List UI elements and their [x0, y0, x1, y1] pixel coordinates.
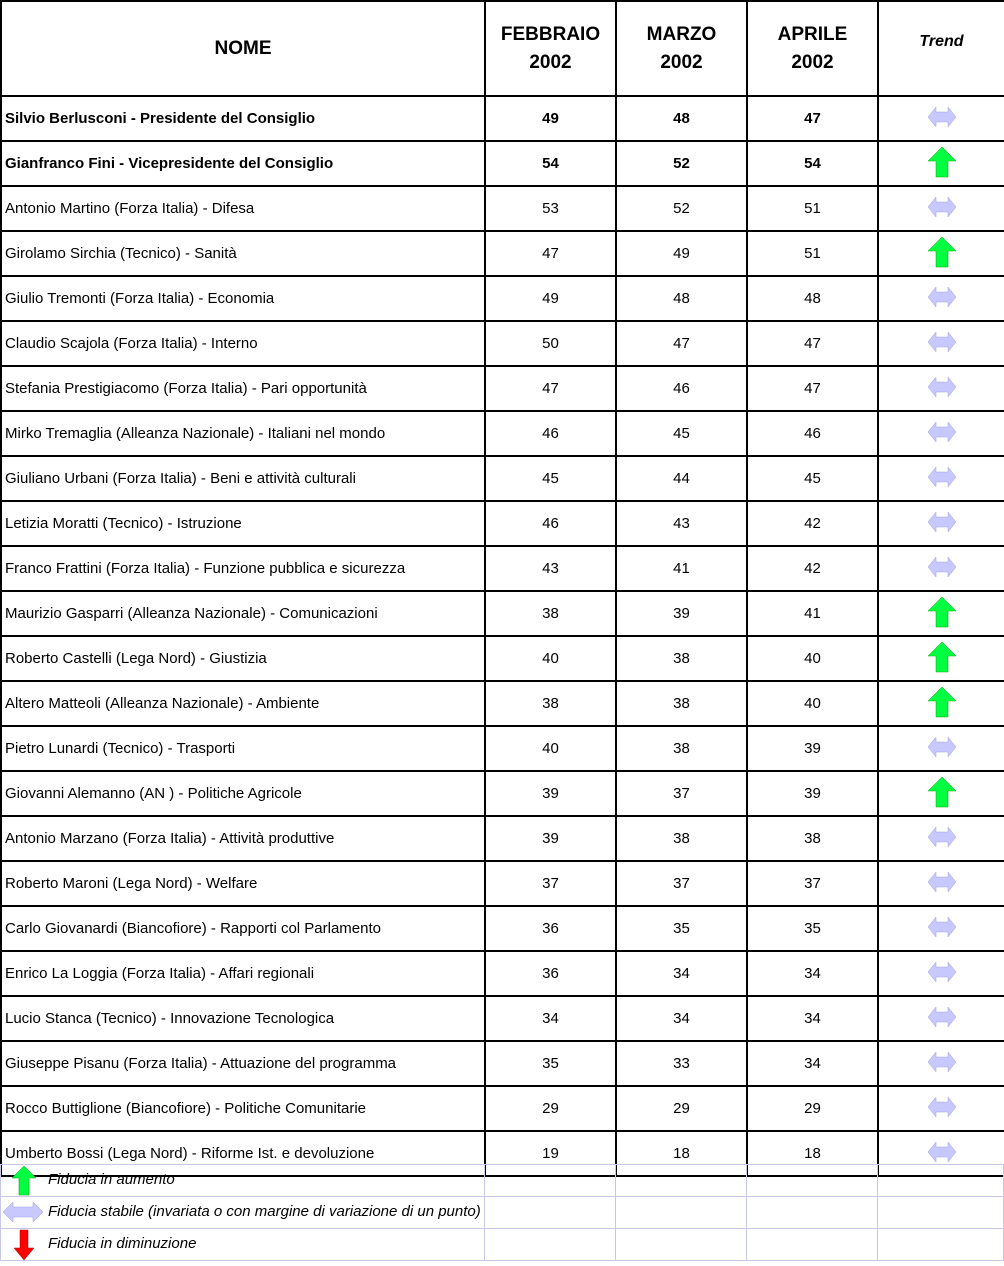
- mar-value-cell: 45: [616, 411, 747, 456]
- apr-value-cell: 34: [747, 1041, 878, 1086]
- table-row: [1, 1041, 1004, 1086]
- minister-name-cell: Giovanni Alemanno (AN ) - Politiche Agricole: [1, 771, 485, 816]
- trend-cell: [878, 501, 1004, 546]
- feb-value-cell: 29: [485, 1086, 616, 1131]
- apr-value-cell: 34: [747, 951, 878, 996]
- header-apr-year: 2002: [791, 51, 834, 73]
- apr-value-cell: 48: [747, 276, 878, 321]
- feb-value-cell: 38: [485, 591, 616, 636]
- apr-value-cell: 40: [747, 636, 878, 681]
- header-mar-month: MARZO: [646, 23, 717, 45]
- arrow-up-icon: [926, 235, 958, 273]
- legend-label-stable: Fiducia stabile (invariata o con margine di variazione di un punto): [48, 1203, 481, 1220]
- apr-value-cell: 45: [747, 456, 878, 501]
- feb-value-cell: 47: [485, 366, 616, 411]
- mar-value-cell: 52: [616, 141, 747, 186]
- apr-value-cell: 51: [747, 186, 878, 231]
- mar-value-cell: 49: [616, 231, 747, 276]
- minister-name-cell: Franco Frattini (Forza Italia) - Funzione pubblica e sicurezza: [1, 546, 485, 591]
- minister-name-cell: Giuseppe Pisanu (Forza Italia) - Attuazione del programma: [1, 1041, 485, 1086]
- apr-value-cell: 47: [747, 96, 878, 141]
- mar-value-cell: 37: [616, 771, 747, 816]
- mar-value-cell: 44: [616, 456, 747, 501]
- header-mar-year: 2002: [660, 51, 703, 73]
- table-row: [1, 411, 1004, 456]
- header-apr: [747, 1, 878, 96]
- mar-value-cell: 35: [616, 906, 747, 951]
- minister-name-cell: Girolamo Sirchia (Tecnico) - Sanità: [1, 231, 485, 276]
- trend-cell: [878, 951, 1004, 996]
- mar-value-cell: 38: [616, 816, 747, 861]
- feb-value-cell: 49: [485, 96, 616, 141]
- trend-cell: [878, 546, 1004, 591]
- table-row: [1, 726, 1004, 771]
- apr-value-cell: 54: [747, 141, 878, 186]
- legend-label-up: Fiducia in aumento: [48, 1171, 175, 1188]
- minister-name-cell: Letizia Moratti (Tecnico) - Istruzione: [1, 501, 485, 546]
- trend-cell: [878, 321, 1004, 366]
- minister-name-cell: Altero Matteoli (Alleanza Nazionale) - Ambiente: [1, 681, 485, 726]
- arrow-up-icon: [926, 595, 958, 633]
- minister-name-cell: Rocco Buttiglione (Biancofiore) - Politiche Comunitarie: [1, 1086, 485, 1131]
- minister-name-cell: Lucio Stanca (Tecnico) - Innovazione Tecnologica: [1, 996, 485, 1041]
- mar-value-cell: 39: [616, 591, 747, 636]
- feb-value-cell: 38: [485, 681, 616, 726]
- trend-cell: [878, 681, 1004, 726]
- table-row: [1, 816, 1004, 861]
- feb-value-cell: 40: [485, 726, 616, 771]
- header-feb-year: 2002: [529, 51, 572, 73]
- legend-row-up: [0, 1164, 1004, 1196]
- minister-name-cell: Stefania Prestigiacomo (Forza Italia) - Pari opportunità: [1, 366, 485, 411]
- table-row: [1, 546, 1004, 591]
- feb-value-cell: 35: [485, 1041, 616, 1086]
- arrow-left-right-icon: [926, 461, 958, 497]
- mar-value-cell: 48: [616, 276, 747, 321]
- table-row: [1, 591, 1004, 636]
- arrow-left-right-icon: [926, 821, 958, 857]
- feb-value-cell: 19: [485, 1131, 616, 1176]
- apr-value-cell: 39: [747, 726, 878, 771]
- trend-cell: [878, 771, 1004, 816]
- table-row: [1, 861, 1004, 906]
- apr-value-cell: 46: [747, 411, 878, 456]
- header-feb-month: FEBBRAIO: [500, 23, 601, 45]
- arrow-left-right-icon: [926, 1091, 958, 1127]
- minister-name-cell: Mirko Tremaglia (Alleanza Nazionale) - Italiani nel mondo: [1, 411, 485, 456]
- trend-cell: [878, 411, 1004, 456]
- arrow-left-right-icon: [926, 911, 958, 947]
- legend-label-down: Fiducia in diminuzione: [48, 1235, 197, 1252]
- arrow-left-right-icon: [926, 416, 958, 452]
- feb-value-cell: 39: [485, 816, 616, 861]
- header-row: [1, 1, 1004, 96]
- table-row: [1, 456, 1004, 501]
- table-row: [1, 951, 1004, 996]
- apr-value-cell: 38: [747, 816, 878, 861]
- header-nome: NOME: [1, 1, 485, 96]
- apr-value-cell: 41: [747, 591, 878, 636]
- trend-cell: [878, 141, 1004, 186]
- arrow-left-right-icon: [926, 551, 958, 587]
- trend-cell: [878, 906, 1004, 951]
- table-row: [1, 996, 1004, 1041]
- table-row: [1, 276, 1004, 321]
- minister-name-cell: Pietro Lunardi (Tecnico) - Trasporti: [1, 726, 485, 771]
- table-row: [1, 96, 1004, 141]
- trend-cell: [878, 816, 1004, 861]
- minister-name-cell: Silvio Berlusconi - Presidente del Consiglio: [1, 96, 485, 141]
- table-row: [1, 501, 1004, 546]
- mar-value-cell: 41: [616, 546, 747, 591]
- trend-cell: [878, 636, 1004, 681]
- feb-value-cell: 46: [485, 411, 616, 456]
- feb-value-cell: 45: [485, 456, 616, 501]
- mar-value-cell: 52: [616, 186, 747, 231]
- trend-cell: [878, 231, 1004, 276]
- table-row: [1, 321, 1004, 366]
- trend-cell: [878, 186, 1004, 231]
- arrow-left-right-icon: [926, 326, 958, 362]
- minister-name-cell: Gianfranco Fini - Vicepresidente del Consiglio: [1, 141, 485, 186]
- minister-name-cell: Giuliano Urbani (Forza Italia) - Beni e attività culturali: [1, 456, 485, 501]
- apr-value-cell: 47: [747, 366, 878, 411]
- apr-value-cell: 18: [747, 1131, 878, 1176]
- apr-value-cell: 35: [747, 906, 878, 951]
- arrow-up-icon: [926, 685, 958, 723]
- table-row: [1, 906, 1004, 951]
- minister-name-cell: Roberto Maroni (Lega Nord) - Welfare: [1, 861, 485, 906]
- apr-value-cell: 42: [747, 546, 878, 591]
- mar-value-cell: 33: [616, 1041, 747, 1086]
- arrow-left-right-icon: [926, 1046, 958, 1082]
- table-row: [1, 1086, 1004, 1131]
- trend-cell: [878, 366, 1004, 411]
- minister-name-cell: Antonio Martino (Forza Italia) - Difesa: [1, 186, 485, 231]
- minister-name-cell: Maurizio Gasparri (Alleanza Nazionale) - Comunicazioni: [1, 591, 485, 636]
- feb-value-cell: 53: [485, 186, 616, 231]
- trend-cell: [878, 276, 1004, 321]
- feb-value-cell: 43: [485, 546, 616, 591]
- mar-value-cell: 46: [616, 366, 747, 411]
- feb-value-cell: 34: [485, 996, 616, 1041]
- mar-value-cell: 38: [616, 636, 747, 681]
- trend-cell: [878, 456, 1004, 501]
- apr-value-cell: 42: [747, 501, 878, 546]
- feb-value-cell: 36: [485, 906, 616, 951]
- table-row: [1, 681, 1004, 726]
- header-trend: Trend: [878, 1, 1004, 96]
- feb-value-cell: 39: [485, 771, 616, 816]
- arrow-left-right-icon: [926, 866, 958, 902]
- trend-cell: [878, 861, 1004, 906]
- minister-name-cell: Giulio Tremonti (Forza Italia) - Economia: [1, 276, 485, 321]
- feb-value-cell: 46: [485, 501, 616, 546]
- arrow-left-right-icon: [926, 731, 958, 767]
- arrow-up-icon: [926, 145, 958, 183]
- trend-cell: [878, 591, 1004, 636]
- mar-value-cell: 34: [616, 951, 747, 996]
- arrow-up-icon: [926, 775, 958, 813]
- mar-value-cell: 34: [616, 996, 747, 1041]
- feb-value-cell: 37: [485, 861, 616, 906]
- header-mar: [616, 1, 747, 96]
- table-row: [1, 366, 1004, 411]
- header-apr-month: APRILE: [777, 23, 848, 45]
- trend-cell: [878, 996, 1004, 1041]
- minister-name-cell: Antonio Marzano (Forza Italia) - Attività produttive: [1, 816, 485, 861]
- feb-value-cell: 54: [485, 141, 616, 186]
- arrow-left-right-icon: [926, 101, 958, 137]
- mar-value-cell: 43: [616, 501, 747, 546]
- mar-value-cell: 47: [616, 321, 747, 366]
- table-row: [1, 141, 1004, 186]
- mar-value-cell: 38: [616, 726, 747, 771]
- arrow-left-right-icon: [926, 1001, 958, 1037]
- minister-name-cell: Carlo Giovanardi (Biancofiore) - Rapporti col Parlamento: [1, 906, 485, 951]
- minister-name-cell: Roberto Castelli (Lega Nord) - Giustizia: [1, 636, 485, 681]
- mar-value-cell: 18: [616, 1131, 747, 1176]
- apr-value-cell: 39: [747, 771, 878, 816]
- arrow-down-icon: [4, 1228, 44, 1266]
- trend-cell: [878, 726, 1004, 771]
- arrow-up-icon: [926, 640, 958, 678]
- table-row: [1, 186, 1004, 231]
- feb-value-cell: 40: [485, 636, 616, 681]
- apr-value-cell: 34: [747, 996, 878, 1041]
- apr-value-cell: 47: [747, 321, 878, 366]
- minister-name-cell: Enrico La Loggia (Forza Italia) - Affari regionali: [1, 951, 485, 996]
- feb-value-cell: 50: [485, 321, 616, 366]
- table-row: [1, 771, 1004, 816]
- feb-value-cell: 49: [485, 276, 616, 321]
- header-feb: [485, 1, 616, 96]
- apr-value-cell: 29: [747, 1086, 878, 1131]
- feb-value-cell: 47: [485, 231, 616, 276]
- legend-row-down: [0, 1228, 1004, 1260]
- apr-value-cell: 51: [747, 231, 878, 276]
- arrow-left-right-icon: [926, 956, 958, 992]
- arrow-left-right-icon: [926, 281, 958, 317]
- mar-value-cell: 48: [616, 96, 747, 141]
- arrow-left-right-icon: [926, 191, 958, 227]
- apr-value-cell: 40: [747, 681, 878, 726]
- mar-value-cell: 38: [616, 681, 747, 726]
- trend-cell: [878, 96, 1004, 141]
- trend-cell: [878, 1041, 1004, 1086]
- mar-value-cell: 29: [616, 1086, 747, 1131]
- table-row: [1, 231, 1004, 276]
- minister-name-cell: Claudio Scajola (Forza Italia) - Interno: [1, 321, 485, 366]
- feb-value-cell: 36: [485, 951, 616, 996]
- apr-value-cell: 37: [747, 861, 878, 906]
- arrow-left-right-icon: [926, 371, 958, 407]
- mar-value-cell: 37: [616, 861, 747, 906]
- minister-name-cell: Umberto Bossi (Lega Nord) - Riforme Ist. e devoluzione: [1, 1131, 485, 1176]
- trend-cell: [878, 1086, 1004, 1131]
- arrow-left-right-icon: [926, 506, 958, 542]
- legend-row-stable: [0, 1196, 1004, 1228]
- table-row: [1, 636, 1004, 681]
